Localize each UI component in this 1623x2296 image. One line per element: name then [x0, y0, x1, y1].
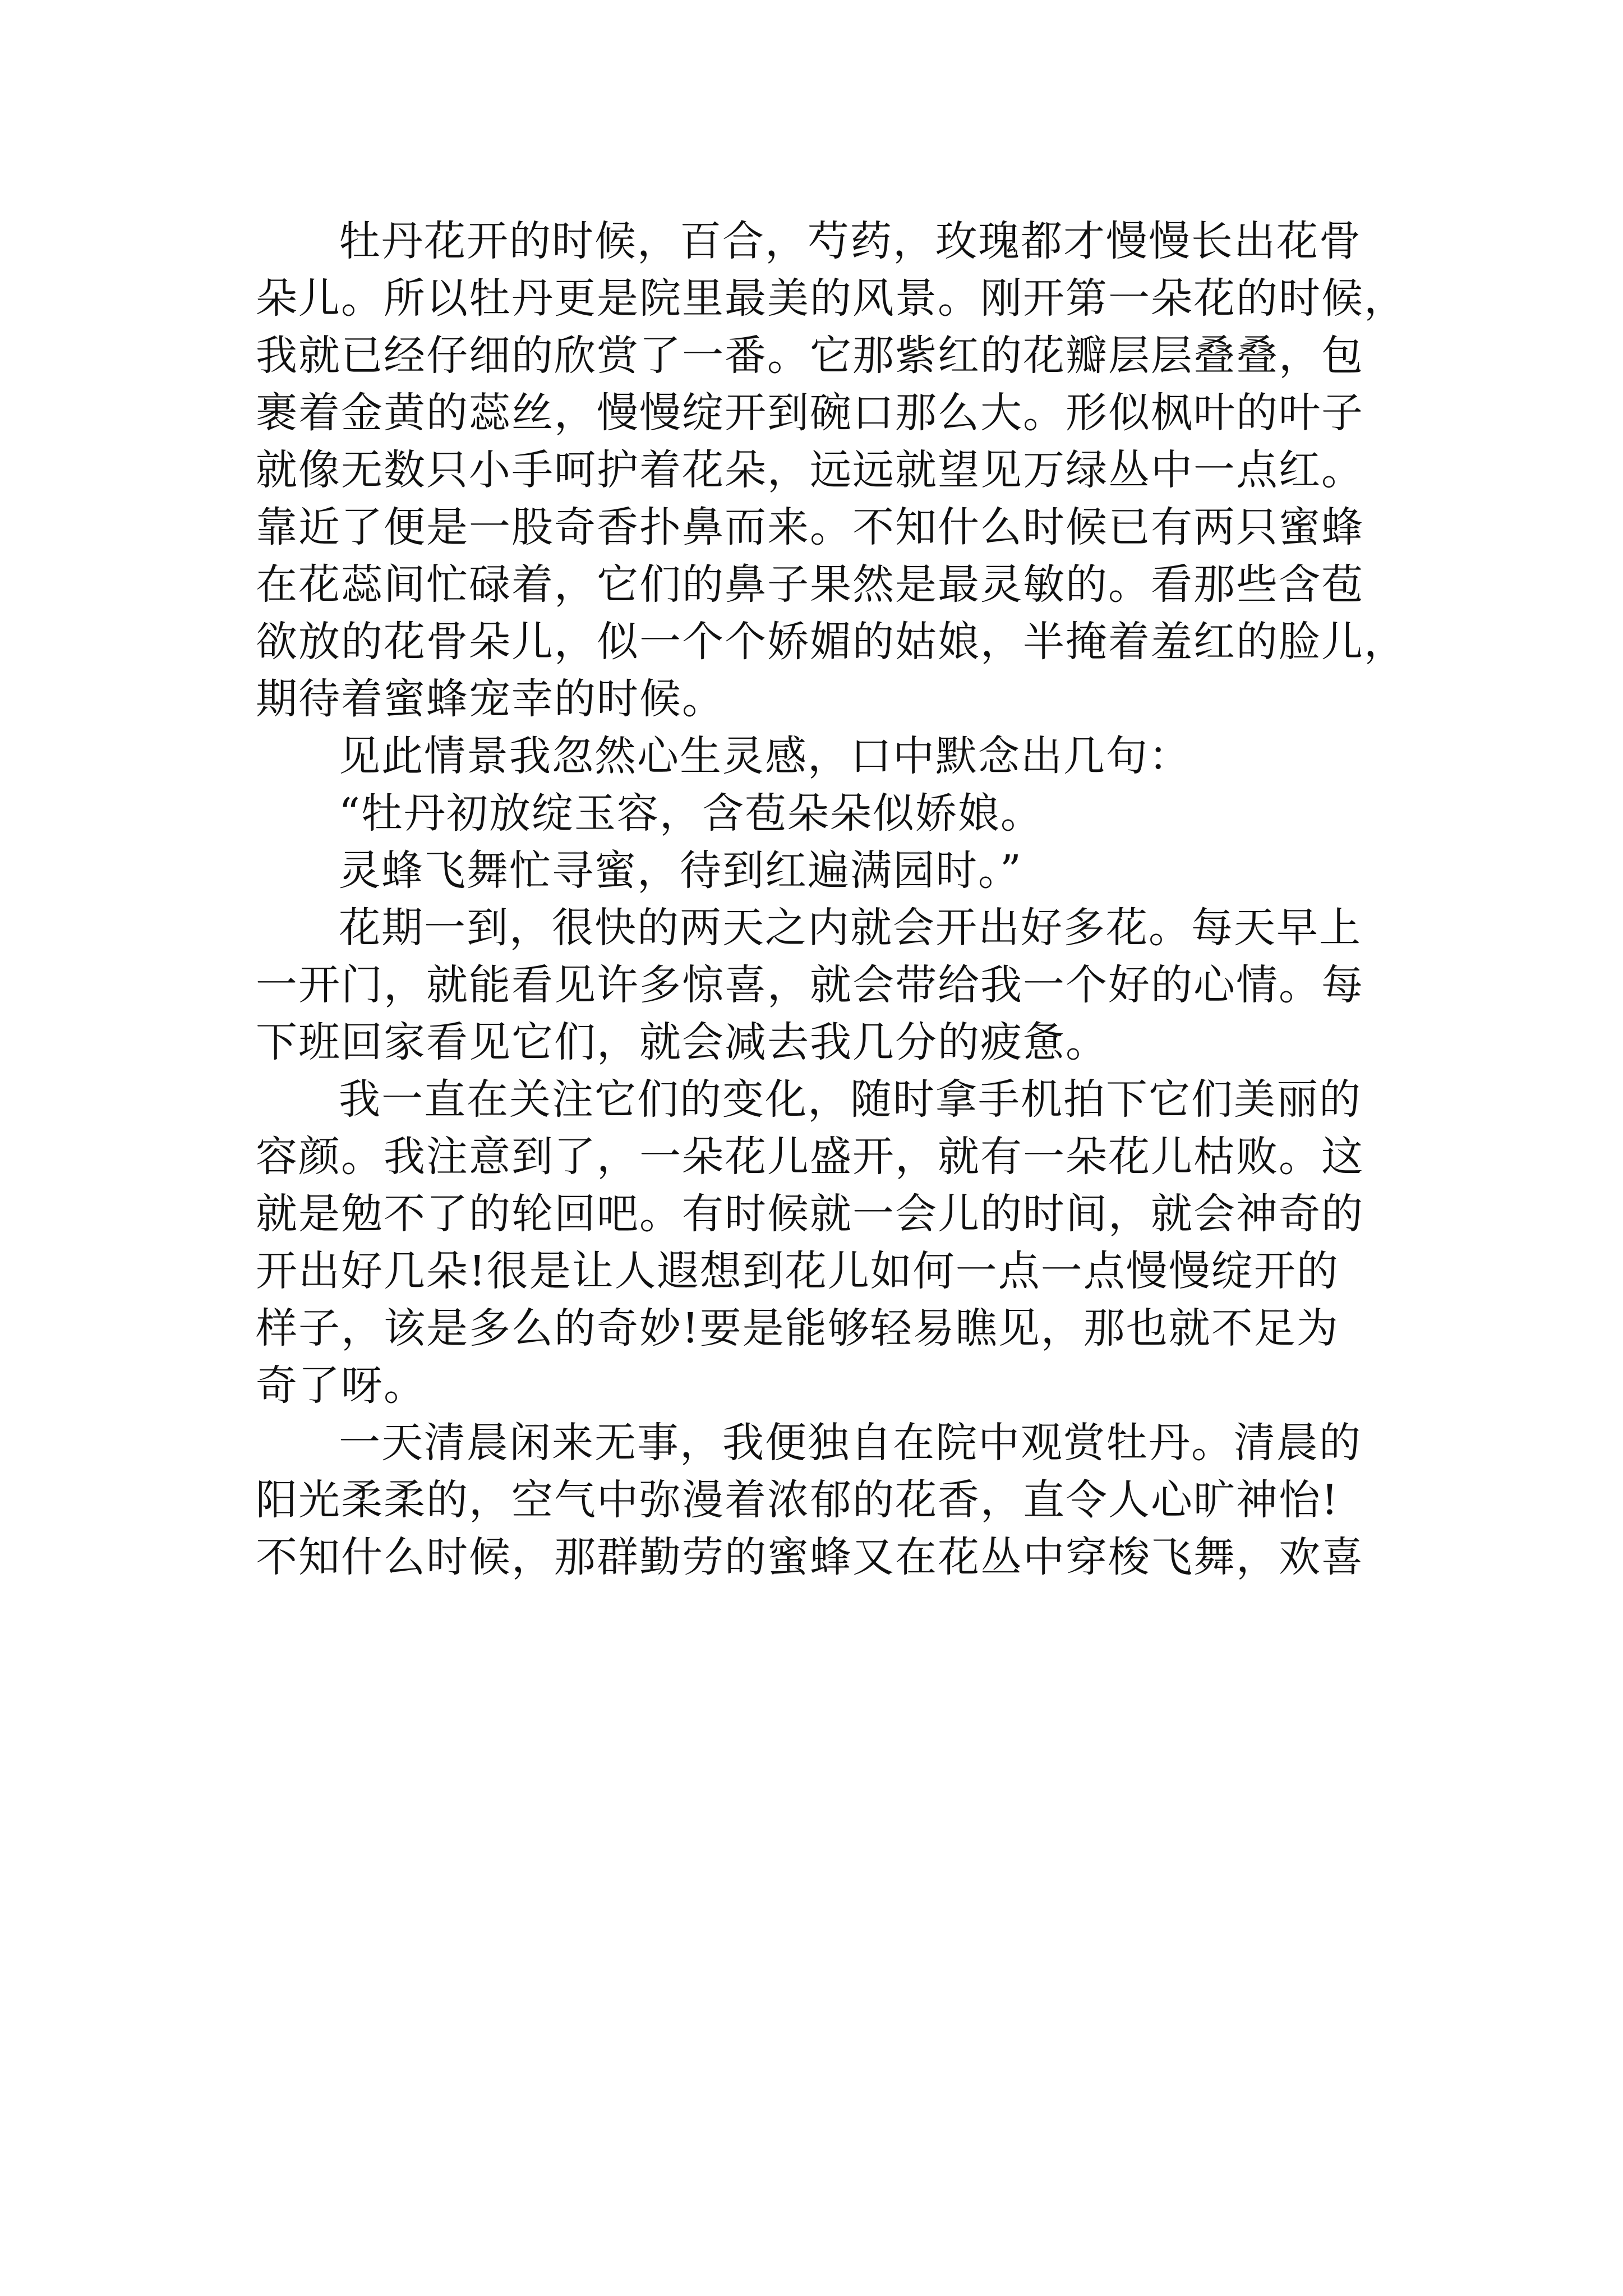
text-line: 裹着金黄的蕊丝，慢慢绽开到碗口那么大。形似枫叶的叶子 — [256, 389, 1364, 437]
text-line: 我一直在关注它们的变化，随时拿手机拍下它们美丽的 — [339, 1075, 1362, 1124]
text-line: 不知什么时候，那群勤劳的蜜蜂又在花丛中穿梭飞舞，欢喜 — [256, 1533, 1364, 1581]
text-line: 下班回家看见它们，就会减去我几分的疲惫。 — [256, 1018, 1108, 1066]
text-line: 奇了呀。 — [256, 1361, 426, 1410]
text-line: 欲放的花骨朵儿，似一个个娇媚的姑娘，半掩着羞红的脸儿， — [256, 618, 1407, 666]
text-line: 就是勉不了的轮回吧。有时候就一会儿的时间，就会神奇的 — [256, 1190, 1364, 1238]
text-line: 开出好几朵!很是让人遐想到花儿如何一点一点慢慢绽开的 — [256, 1247, 1339, 1295]
text-line: 容颜。我注意到了，一朵花儿盛开，就有一朵花儿枯败。这 — [256, 1133, 1364, 1181]
text-line: 期待着蜜蜂宠幸的时候。 — [256, 675, 725, 723]
text-line: 在花蕊间忙碌着，它们的鼻子果然是最灵敏的。看那些含苞 — [256, 560, 1364, 609]
text-line: 朵儿。所以牡丹更是院里最美的风景。刚开第一朵花的时候， — [256, 274, 1407, 323]
text-line: “牡丹初放绽玉容，含苞朵朵似娇娘。 — [339, 789, 1043, 838]
text-line: 阳光柔柔的，空气中弥漫着浓郁的花香，直令人心旷神怡! — [256, 1476, 1339, 1524]
text-line: 我就已经仔细的欣赏了一番。它那紫红的花瓣层层叠叠，包 — [256, 332, 1364, 380]
text-line: 就像无数只小手呵护着花朵，远远就望见万绿丛中一点红。 — [256, 446, 1364, 494]
text-line: 花期一到，很快的两天之内就会开出好多花。每天早上 — [339, 904, 1362, 952]
text-line: 样子，该是多么的奇妙!要是能够轻易瞧见，那也就不足为 — [256, 1304, 1339, 1352]
text-line: 灵蜂飞舞忙寻蜜，待到红遍满园时。” — [339, 846, 1022, 895]
text-line: 一开门，就能看见许多惊喜，就会带给我一个好的心情。每 — [256, 961, 1364, 1009]
text-line: 靠近了便是一股奇香扑鼻而来。不知什么时候已有两只蜜蜂 — [256, 503, 1364, 551]
text-line: 见此情景我忽然心生灵感，口中默念出几句： — [339, 732, 1191, 780]
text-line: 牡丹花开的时候，百合，芍药，玫瑰都才慢慢长出花骨 — [339, 217, 1362, 265]
text-line: 一天清晨闲来无事，我便独自在院中观赏牡丹。清晨的 — [339, 1419, 1362, 1467]
